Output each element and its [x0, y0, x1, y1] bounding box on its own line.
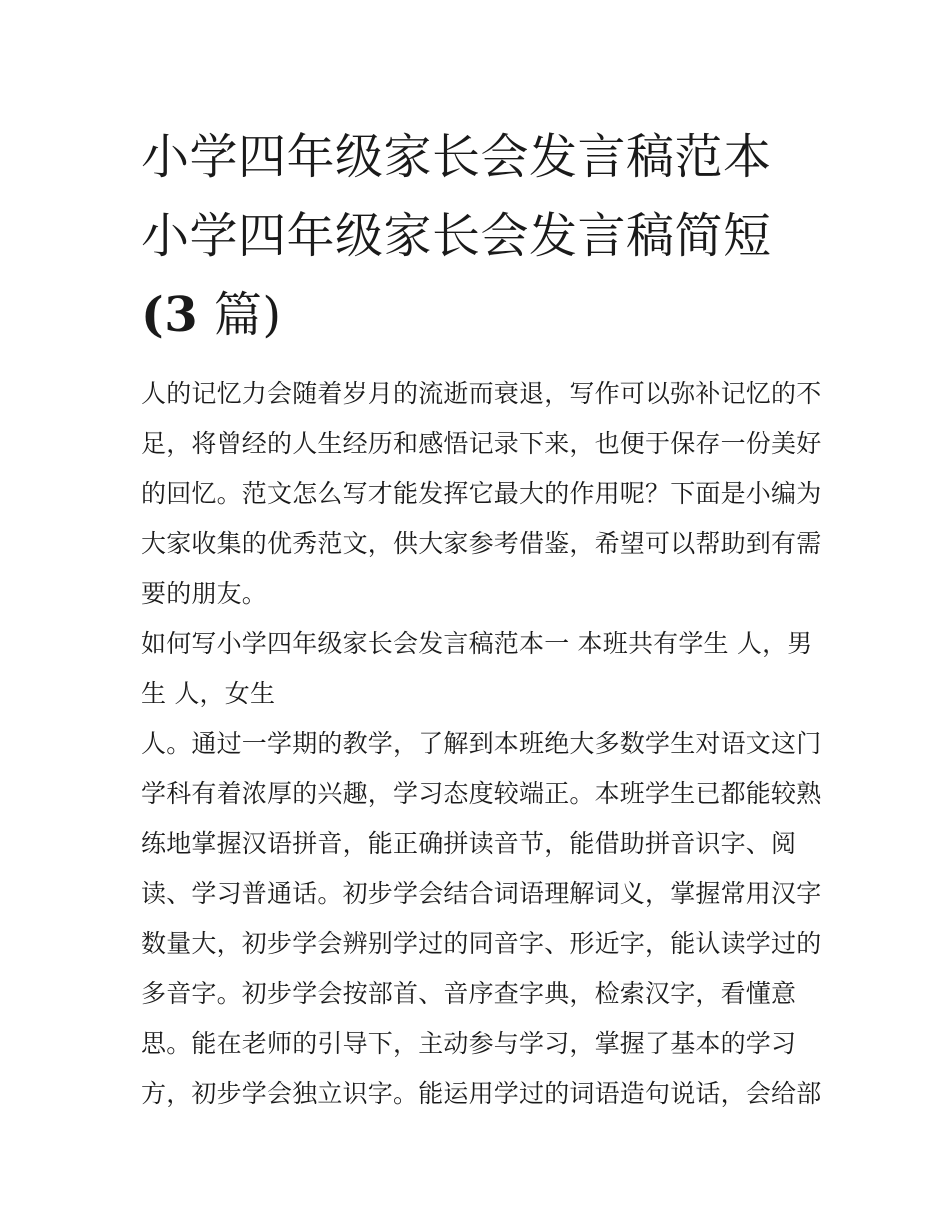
body-line: 多音字。初步学会按部首、音序查字典，检索汉字，看懂意: [141, 979, 797, 1008]
body-line: 读、学习普通话。初步学会结合词语理解词义，掌握常用汉字: [141, 879, 822, 908]
intro-line: 的回忆。范文怎么写才能发挥它最大的作用呢？下面是小编为: [141, 479, 822, 508]
intro-line: 要的朋友。: [141, 579, 268, 608]
intro-line: 足，将曾经的人生经历和感悟记录下来，也便于保存一份美好: [141, 429, 822, 458]
body-line: 练地掌握汉语拼音，能正确拼读音节，能借助拼音识字、阅: [141, 829, 797, 858]
section-line: 生 人，女生: [141, 679, 276, 708]
title-count-unit: 篇): [198, 287, 282, 343]
section-heading-paragraph: [141, 619, 811, 719]
intro-line: 大家收集的优秀范文，供大家参考借鉴，希望可以帮助到有需: [141, 529, 822, 558]
body-line: 人。通过一学期的教学，了解到本班绝大多数学生对语文这门: [141, 729, 822, 758]
title-line-1: 小学四年级家长会发言稿范本: [141, 129, 772, 185]
intro-line: 人的记忆力会随着岁月的流逝而衰退，写作可以弥补记忆的不: [141, 379, 822, 408]
document-page: [141, 118, 822, 1119]
document-title: [141, 118, 811, 355]
intro-paragraph: [141, 369, 822, 619]
body-line: 数量大，初步学会辨别学过的同音字、形近字，能认读学过的: [141, 929, 822, 958]
title-line-3: [141, 276, 811, 355]
section-line: 如何写小学四年级家长会发言稿范本一 本班共有学生 人，男: [141, 629, 813, 658]
body-line: 学科有着浓厚的兴趣，学习态度较端正。本班学生已都能较熟: [141, 779, 822, 808]
body-line: 思。能在老师的引导下，主动参与学习，掌握了基本的学习: [141, 1029, 797, 1058]
title-line-2: 小学四年级家长会发言稿简短: [141, 208, 772, 264]
body-paragraph: [141, 719, 822, 1119]
body-line: 方，初步学会独立识字。能运用学过的词语造句说话，会给部: [141, 1079, 822, 1108]
title-count-number: (3: [141, 287, 199, 343]
